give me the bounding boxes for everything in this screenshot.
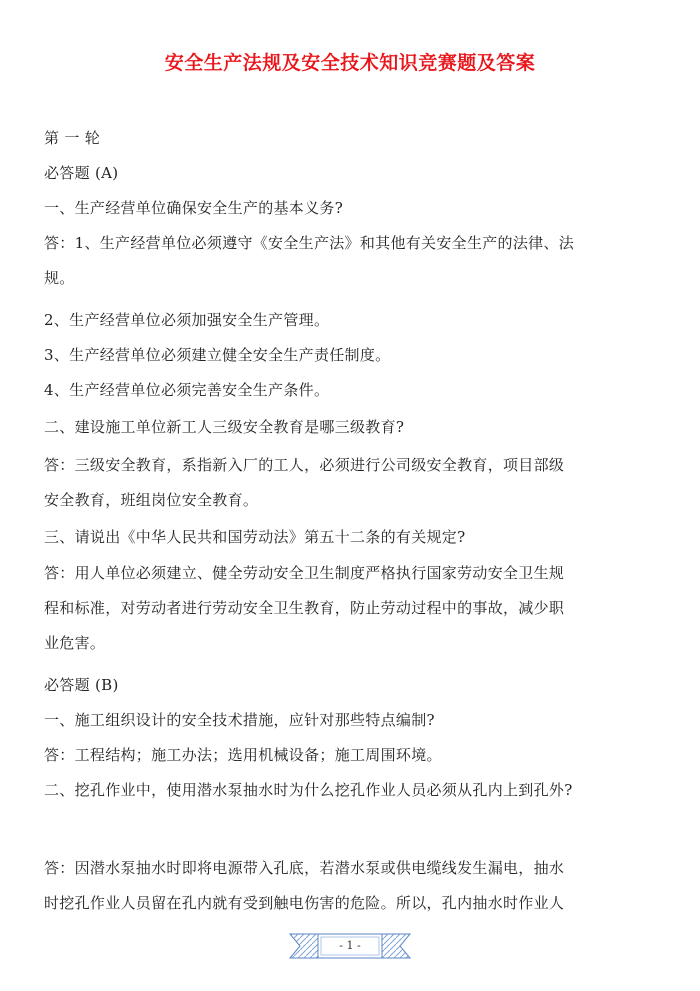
- text-line: 答：用人单位必须建立、健全劳动安全卫生制度严格执行国家劳动安全卫生规: [44, 564, 565, 582]
- text-line: 4、生产经营单位必须完善安全生产条件。: [44, 381, 330, 399]
- document-title: 安全生产法规及安全技术知识竞赛题及答案: [164, 52, 536, 74]
- text-line: 答：工程结构；施工办法；选用机械设备；施工周围环境。: [44, 746, 442, 764]
- text-line: 答：1、生产经营单位必须遵守《安全生产法》和其他有关安全生产的法律、法: [44, 234, 575, 252]
- text-line: 2、生产经营单位必须加强安全生产管理。: [44, 311, 330, 329]
- text-line: 必答题 (B): [44, 676, 119, 694]
- text-line: 程和标准，对劳动者进行劳动安全卫生教育，防止劳动过程中的事故，减少职: [44, 599, 565, 617]
- text-line: 三、请说出《中华人民共和国劳动法》第五十二条的有关规定?: [44, 528, 466, 546]
- text-line: 二、建设施工单位新工人三级安全教育是哪三级教育?: [44, 418, 405, 436]
- text-line: 时挖孔作业人员留在孔内就有受到触电伤害的危险。所以，孔内抽水时作业人: [44, 894, 565, 912]
- text-line: 答：三级安全教育，系指新入厂的工人，必须进行公司级安全教育，项目部级: [44, 456, 565, 474]
- text-line: 一、生产经营单位确保安全生产的基本义务?: [44, 199, 344, 217]
- text-line: 一、施工组织设计的安全技术措施，应针对那些特点编制?: [44, 711, 435, 729]
- text-line: 安全教育，班组岗位安全教育。: [44, 491, 259, 509]
- text-line: 第 一 轮: [44, 129, 101, 147]
- page-number: - 1 -: [339, 939, 361, 952]
- text-line: 规。: [44, 269, 75, 287]
- text-line: 业危害。: [44, 634, 106, 652]
- text-line: 二、挖孔作业中，使用潜水泵抽水时为什么挖孔作业人员必须从孔内上到孔外?: [44, 781, 573, 799]
- page-footer: [0, 926, 700, 966]
- text-line: 3、生产经营单位必须建立健全安全生产责任制度。: [44, 346, 391, 364]
- text-line: 答：因潜水泵抽水时即将电源带入孔底，若潜水泵或供电缆线发生漏电，抽水: [44, 859, 565, 877]
- text-line: 必答题 (A): [44, 164, 119, 182]
